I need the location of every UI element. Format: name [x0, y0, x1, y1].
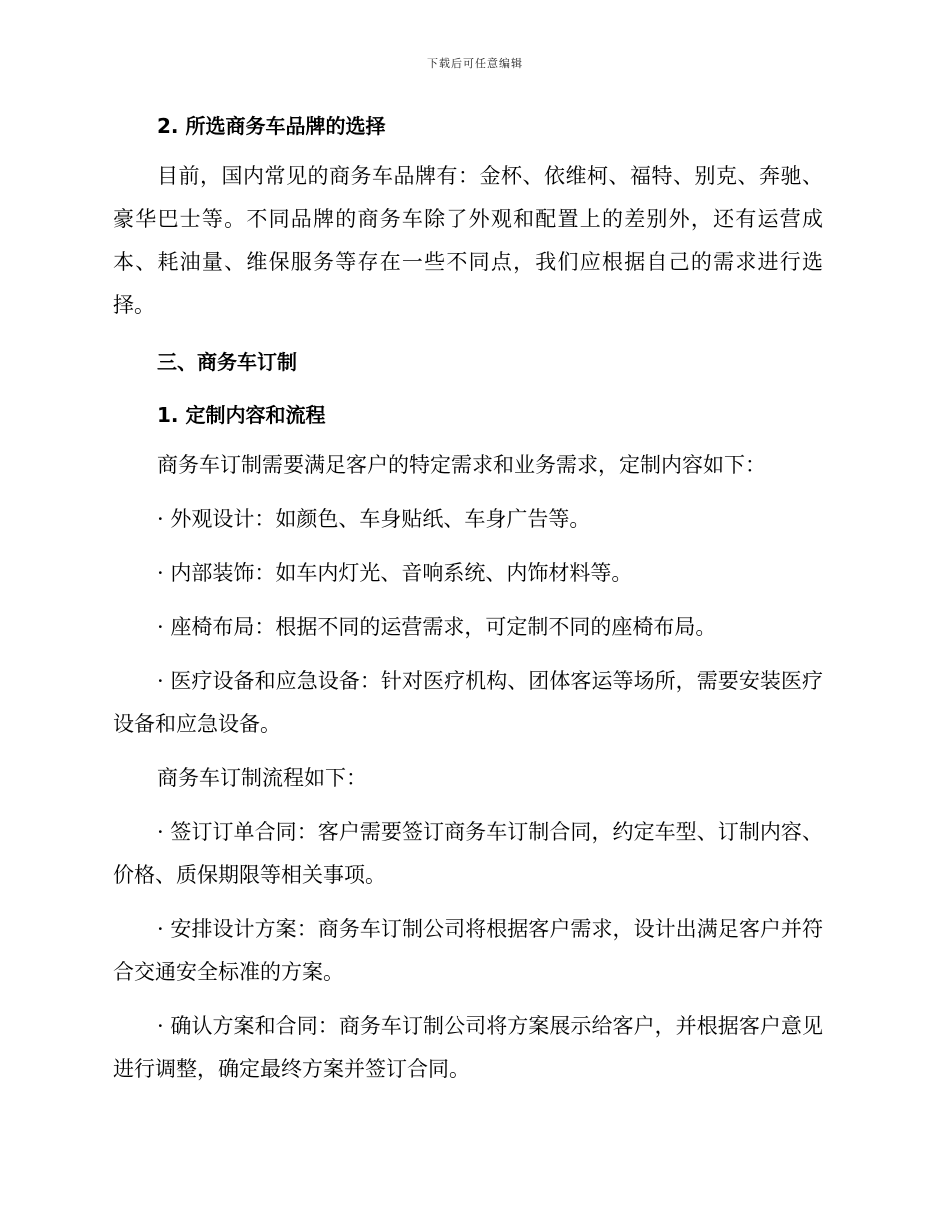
header-note: 下载后可任意编辑: [427, 57, 523, 70]
list-item-seat-layout: · 座椅布局：根据不同的运营需求，可定制不同的座椅布局。: [157, 615, 717, 639]
paragraph-brand-choice: 目前，国内常见的商务车品牌有：金杯、依维柯、福特、别克、奔驰、豪华巴士等。不同品牌的商务车除了外观和配置上的差别外，还有运营成本、耗油量、维保服务等存在一些不同点，我们应根据自己的需求进行选择。: [113, 164, 823, 317]
section-heading-customization: 三、商务车订制: [157, 350, 297, 374]
list-item-exterior-design: · 外观设计：如颜色、车身贴纸、车身广告等。: [157, 507, 591, 531]
list-item-sign-contract: · 签订订单合同：客户需要签订商务车订制合同，约定车型、订制内容、价格、质保期限等相关事项。: [113, 820, 823, 887]
paragraph-process-intro: 商务车订制流程如下：: [157, 766, 367, 790]
paragraph-content-intro: 商务车订制需要满足客户的特定需求和业务需求，定制内容如下：: [157, 453, 766, 477]
list-item-interior-decoration: · 内部装饰：如车内灯光、音响系统、内饰材料等。: [157, 561, 633, 585]
document-body: [113, 108, 823, 1091]
section-heading-brand-choice: 2. 所选商务车品牌的选择: [157, 114, 386, 138]
section-heading-content-process: 1. 定制内容和流程: [157, 403, 326, 427]
list-item-confirm-plan: · 确认方案和合同：商务车订制公司将方案展示给客户，并根据客户意见进行调整，确定最终方案并签订合同。: [113, 1014, 823, 1081]
list-item-medical-equipment: · 医疗设备和应急设备：针对医疗机构、团体客运等场所，需要安装医疗设备和应急设备。: [113, 669, 823, 736]
list-item-design-plan: · 安排设计方案：商务车订制公司将根据客户需求，设计出满足客户并符合交通安全标准的方案。: [113, 917, 823, 984]
